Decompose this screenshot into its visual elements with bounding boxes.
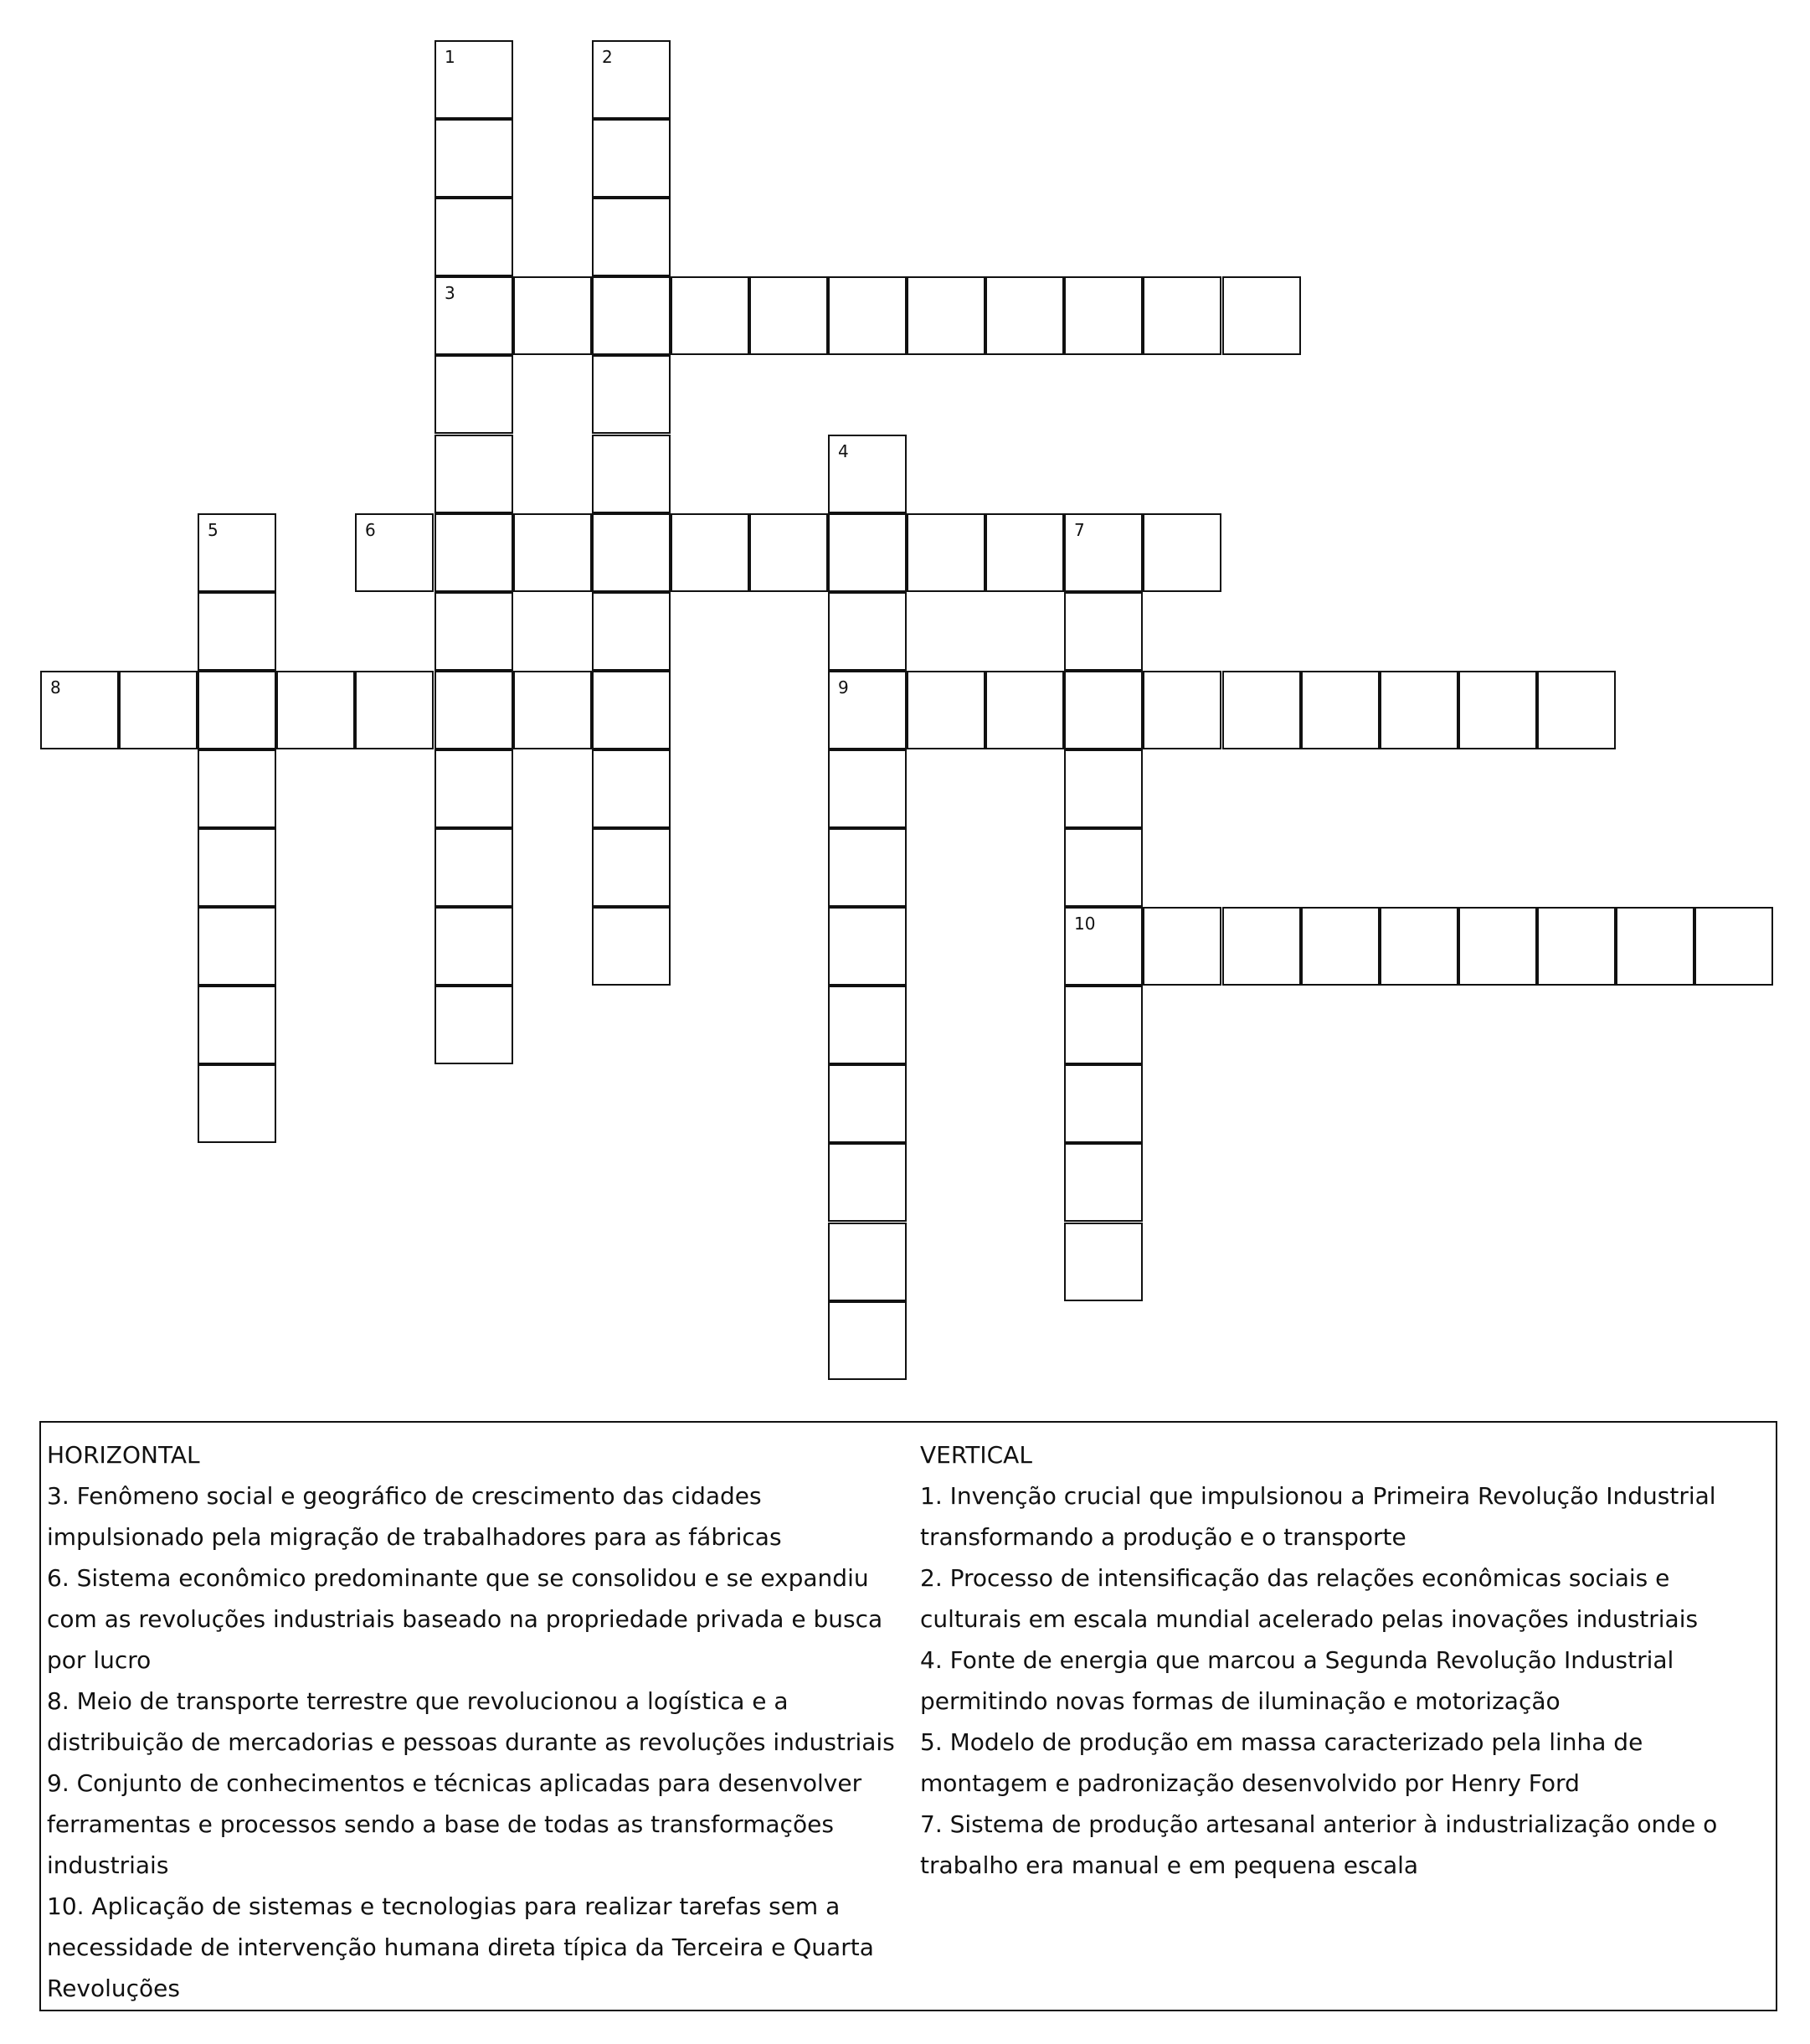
clue-vertical-7: 7. Sistema de produção artesanal anterior à industrialização onde o trabalho era manual e em pequena escala [920,1810,1718,1879]
vertical-heading: VERTICAL [920,1441,1032,1469]
clue-number: 4 [838,441,849,461]
grid-cell[interactable] [828,276,907,355]
clue-horizontal-8: 8. Meio de transporte terrestre que revolucionou a logística e a distribuição de mercadorias e pessoas durante as revoluções industriais [47,1687,895,1756]
grid-cell[interactable] [828,592,907,671]
horizontal-clues-column [47,1434,909,2009]
grid-cell[interactable] [985,671,1064,749]
grid-cell[interactable] [828,435,907,513]
grid-cell[interactable] [435,671,513,749]
grid-cell[interactable] [1064,1223,1143,1301]
clue-horizontal-6: 6. Sistema econômico predominante que se consolidou e se expandiu com as revoluções industriais baseado na propriedade privada e busca por lucro [47,1564,883,1674]
clue-number: 1 [445,47,455,67]
clue-number: 10 [1074,914,1096,934]
grid-cell[interactable] [1064,513,1143,592]
grid-cell[interactable] [435,40,513,119]
grid-cell[interactable] [985,513,1064,592]
grid-cell[interactable] [435,749,513,828]
grid-cell[interactable] [592,198,671,276]
grid-cell[interactable] [749,513,828,592]
grid-cell[interactable] [198,592,276,671]
grid-cell[interactable] [592,828,671,907]
grid-cell[interactable] [1301,671,1380,749]
grid-cell[interactable] [828,1301,907,1380]
grid-cell[interactable] [276,671,355,749]
grid-cell[interactable] [513,513,592,592]
grid-cell[interactable] [1222,276,1301,355]
grid-cell[interactable] [1458,671,1537,749]
clue-number: 9 [838,677,849,698]
grid-cell[interactable] [1222,907,1301,986]
grid-cell[interactable] [1537,671,1616,749]
clue-number: 5 [208,520,219,540]
grid-cell[interactable] [592,40,671,119]
grid-cell[interactable] [1064,592,1143,671]
grid-cell[interactable] [435,435,513,513]
grid-cell[interactable] [828,1223,907,1301]
grid-cell[interactable] [435,355,513,434]
grid-cell[interactable] [828,986,907,1064]
grid-cell[interactable] [1694,907,1773,986]
grid-cell[interactable] [1064,907,1143,986]
grid-cell[interactable] [435,513,513,592]
clue-horizontal-10: 10. Aplicação de sistemas e tecnologias para realizar tarefas sem a necessidade de intervenção humana direta típica da Terceira e Quarta Revoluções [47,1892,874,2002]
grid-cell[interactable] [828,828,907,907]
grid-cell[interactable] [198,513,276,592]
grid-cell[interactable] [1064,828,1143,907]
grid-cell[interactable] [1537,907,1616,986]
grid-cell[interactable] [355,671,434,749]
grid-cell[interactable] [198,749,276,828]
grid-cell[interactable] [513,671,592,749]
clue-vertical-4: 4. Fonte de energia que marcou a Segunda Revolução Industrial permitindo novas formas de iluminação e motorização [920,1646,1674,1715]
grid-cell[interactable] [40,671,119,749]
clue-horizontal-3: 3. Fenômeno social e geográfico de crescimento das cidades impulsionado pela migração de trabalhadores para as fábricas [47,1482,782,1551]
grid-cell[interactable] [592,355,671,434]
grid-cell[interactable] [435,986,513,1064]
grid-cell[interactable] [828,749,907,828]
grid-cell[interactable] [592,435,671,513]
grid-cell[interactable] [435,119,513,198]
grid-cell[interactable] [592,276,671,355]
grid-cell[interactable] [1064,276,1143,355]
grid-cell[interactable] [828,513,907,592]
grid-cell[interactable] [1222,671,1301,749]
grid-cell[interactable] [119,671,198,749]
clue-vertical-1: 1. Invenção crucial que impulsionou a Primeira Revolução Industrial transformando a produção e o transporte [920,1482,1716,1551]
clue-horizontal-9: 9. Conjunto de conhecimentos e técnicas aplicadas para desenvolver ferramentas e processos sendo a base de todas as transformações industriais [47,1769,862,1879]
vertical-clues-column [920,1434,1774,1886]
grid-cell[interactable] [435,276,513,355]
grid-cell[interactable] [1064,986,1143,1064]
grid-cell[interactable] [1143,276,1221,355]
grid-cell[interactable] [828,907,907,986]
grid-cell[interactable] [1064,749,1143,828]
grid-cell[interactable] [592,749,671,828]
grid-cell[interactable] [355,513,434,592]
grid-cell[interactable] [828,671,907,749]
grid-cell[interactable] [671,276,749,355]
grid-cell[interactable] [435,592,513,671]
grid-cell[interactable] [1143,513,1221,592]
grid-cell[interactable] [828,1143,907,1222]
clue-number: 6 [365,520,376,540]
clue-vertical-2: 2. Processo de intensificação das relações econômicas sociais e culturais em escala mundial acelerado pelas inovações industriais [920,1564,1699,1633]
grid-cell[interactable] [1064,1143,1143,1222]
grid-cell[interactable] [671,513,749,592]
grid-cell[interactable] [907,276,985,355]
grid-cell[interactable] [198,1064,276,1143]
clue-number: 3 [445,283,455,303]
clue-number: 2 [602,47,613,67]
grid-cell[interactable] [828,1064,907,1143]
grid-cell[interactable] [592,592,671,671]
grid-cell[interactable] [985,276,1064,355]
grid-cell[interactable] [198,671,276,749]
grid-cell[interactable] [749,276,828,355]
grid-cell[interactable] [513,276,592,355]
clue-vertical-5: 5. Modelo de produção em massa caracterizado pela linha de montagem e padronização desenvolvido por Henry Ford [920,1728,1643,1797]
grid-cell[interactable] [592,119,671,198]
grid-cell[interactable] [435,828,513,907]
grid-cell[interactable] [592,513,671,592]
grid-cell[interactable] [198,986,276,1064]
grid-cell[interactable] [198,828,276,907]
grid-cell[interactable] [198,907,276,986]
grid-cell[interactable] [1143,907,1221,986]
grid-cell[interactable] [1380,907,1458,986]
clue-number: 8 [50,677,61,698]
grid-cell[interactable] [592,671,671,749]
grid-cell[interactable] [1458,907,1537,986]
clue-number: 7 [1074,520,1085,540]
grid-cell[interactable] [907,671,985,749]
grid-cell[interactable] [1064,1064,1143,1143]
grid-cell[interactable] [1064,671,1143,749]
grid-cell[interactable] [592,907,671,986]
grid-cell[interactable] [1143,671,1221,749]
grid-cell[interactable] [1301,907,1380,986]
horizontal-heading: HORIZONTAL [47,1441,200,1469]
grid-cell[interactable] [435,907,513,986]
grid-cell[interactable] [907,513,985,592]
clues-box [39,1421,1777,2011]
grid-cell[interactable] [1616,907,1694,986]
grid-cell[interactable] [435,198,513,276]
grid-cell[interactable] [1380,671,1458,749]
